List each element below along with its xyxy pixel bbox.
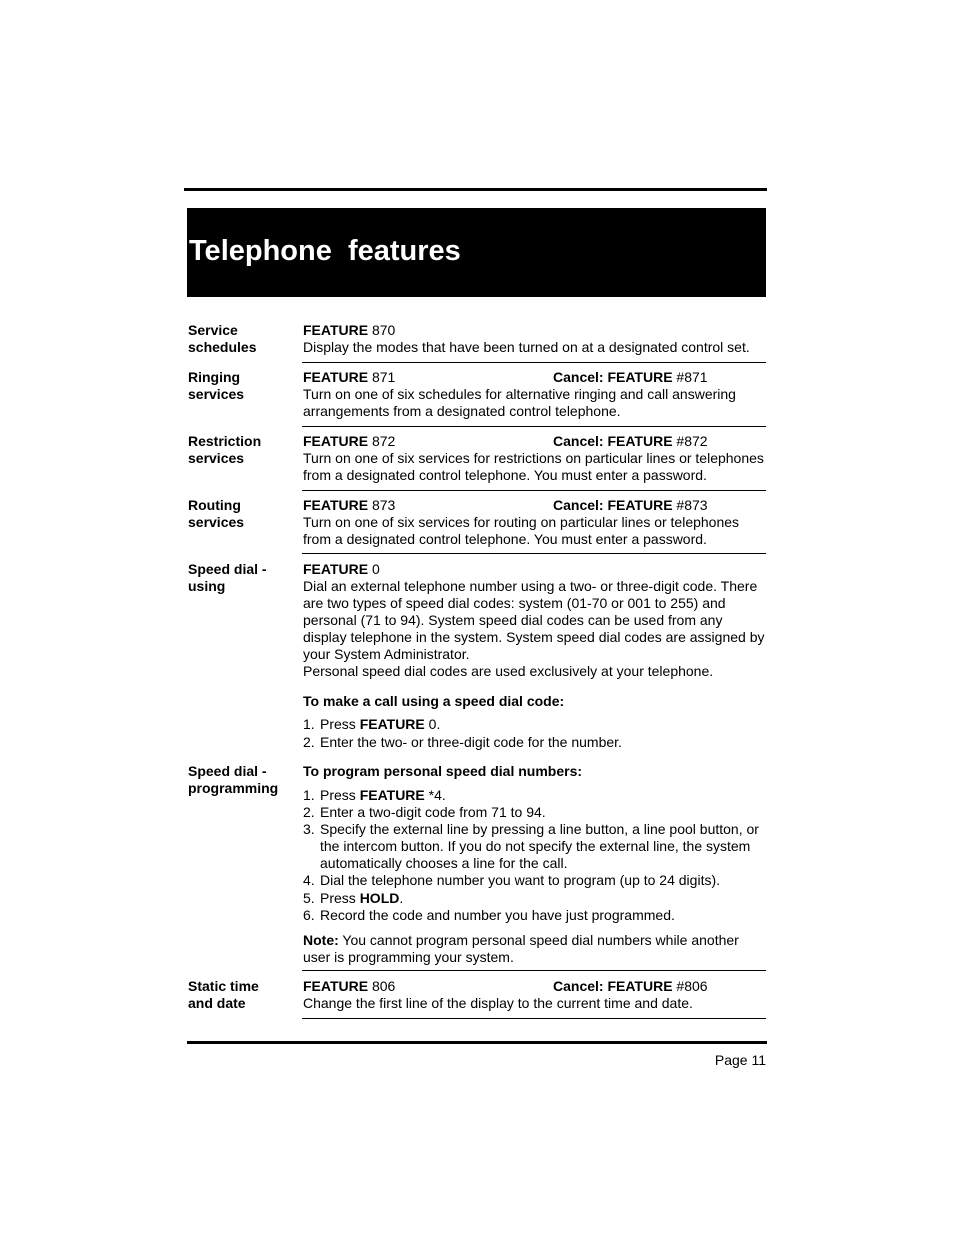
section-body [303,497,766,548]
section-description: Change the first line of the display to the current time and date. [303,995,693,1011]
feature-code-line: FEATURE 0 [303,561,380,577]
procedure-step: 3. Specify the external line by pressing a line button, a line pool button, or the intercom button. If you do not specify the external line, the system automatically chooses a line for the call. [303,821,759,871]
page-number: Page 11 [714,1052,766,1068]
procedure-steps [303,787,766,924]
section-body [303,369,766,420]
title-banner [187,208,766,297]
feature-code-line: FEATURE 870 [303,322,396,338]
feature-code-line: FEATURE 871 Cancel: FEATURE #871 [303,369,708,385]
section-description: Display the modes that have been turned on at a designated control set. [303,339,750,355]
page-title: Telephone features [189,235,461,267]
section-divider [302,1018,766,1019]
feature-code-line: FEATURE 873 Cancel: FEATURE #873 [303,497,708,513]
section-label: Static time and date [188,978,259,1011]
section-description: Turn on one of six schedules for alternative ringing and call answering arrangements from a designated control telephone. [303,386,736,419]
procedure-step: 4. Dial the telephone number you want to program (up to 24 digits). [303,872,721,888]
procedure-step: 2. Enter a two-digit code from 71 to 94. [303,804,546,820]
procedure-step: 1. Press FEATURE *4. [303,787,446,803]
cancel-code: Cancel: FEATURE #806 [553,978,708,994]
section-label: Speed dial - programming [188,763,279,796]
procedure-step: 5. Press HOLD. [303,890,404,906]
section-description: Turn on one of six services for routing on particular lines or telephones from a designated control telephone. You must enter a password. [303,514,740,547]
section-label: Ringing services [188,369,245,402]
procedure-heading: To program personal speed dial numbers: [303,763,583,779]
section-divider [302,426,766,427]
section-body [303,561,766,751]
bottom-rule [187,1041,767,1044]
section-divider [302,970,766,971]
section-label: Restriction services [188,433,262,466]
procedure-heading: To make a call using a speed dial code: [303,693,565,709]
section-label: Speed dial - using [188,561,267,594]
procedure-steps [303,716,766,751]
section-body [303,433,766,484]
section-label: Routing services [188,497,245,530]
procedure-step: 1. Press FEATURE 0. [303,716,441,732]
top-rule [184,188,767,191]
cancel-code: Cancel: FEATURE #872 [553,433,708,449]
cancel-code: Cancel: FEATURE #871 [553,369,708,385]
section-divider [302,362,766,363]
section-description: Dial an external telephone number using a two- or three-digit code. There are two types of speed dial codes: system (01-70 or 001 to 255) and personal (71 to 94). System speed dial codes can be used from any display telephone in the system. System speed dial codes are assigned by your System Administrator. [303,578,765,662]
cancel-code: Cancel: FEATURE #873 [553,497,708,513]
feature-code-line: FEATURE 872 Cancel: FEATURE #872 [303,433,708,449]
section-label: Service schedules [188,322,257,355]
procedure-step: 2. Enter the two- or three-digit code for the number. [303,734,622,750]
section-body [303,322,766,356]
section-divider [302,490,766,491]
section-divider [302,553,766,554]
note: Note: You cannot program personal speed dial numbers while another user is programming your system. [303,932,739,965]
section-description-personal: Personal speed dial codes are used exclusively at your telephone. [303,663,714,679]
section-description: Turn on one of six services for restrictions on particular lines or telephones from a designated control telephone. You must enter a password. [303,450,764,483]
feature-code-line: FEATURE 806 Cancel: FEATURE #806 [303,978,708,994]
section-body [303,978,766,1012]
section-body [303,763,766,966]
procedure-step: 6. Record the code and number you have just programmed. [303,907,675,923]
